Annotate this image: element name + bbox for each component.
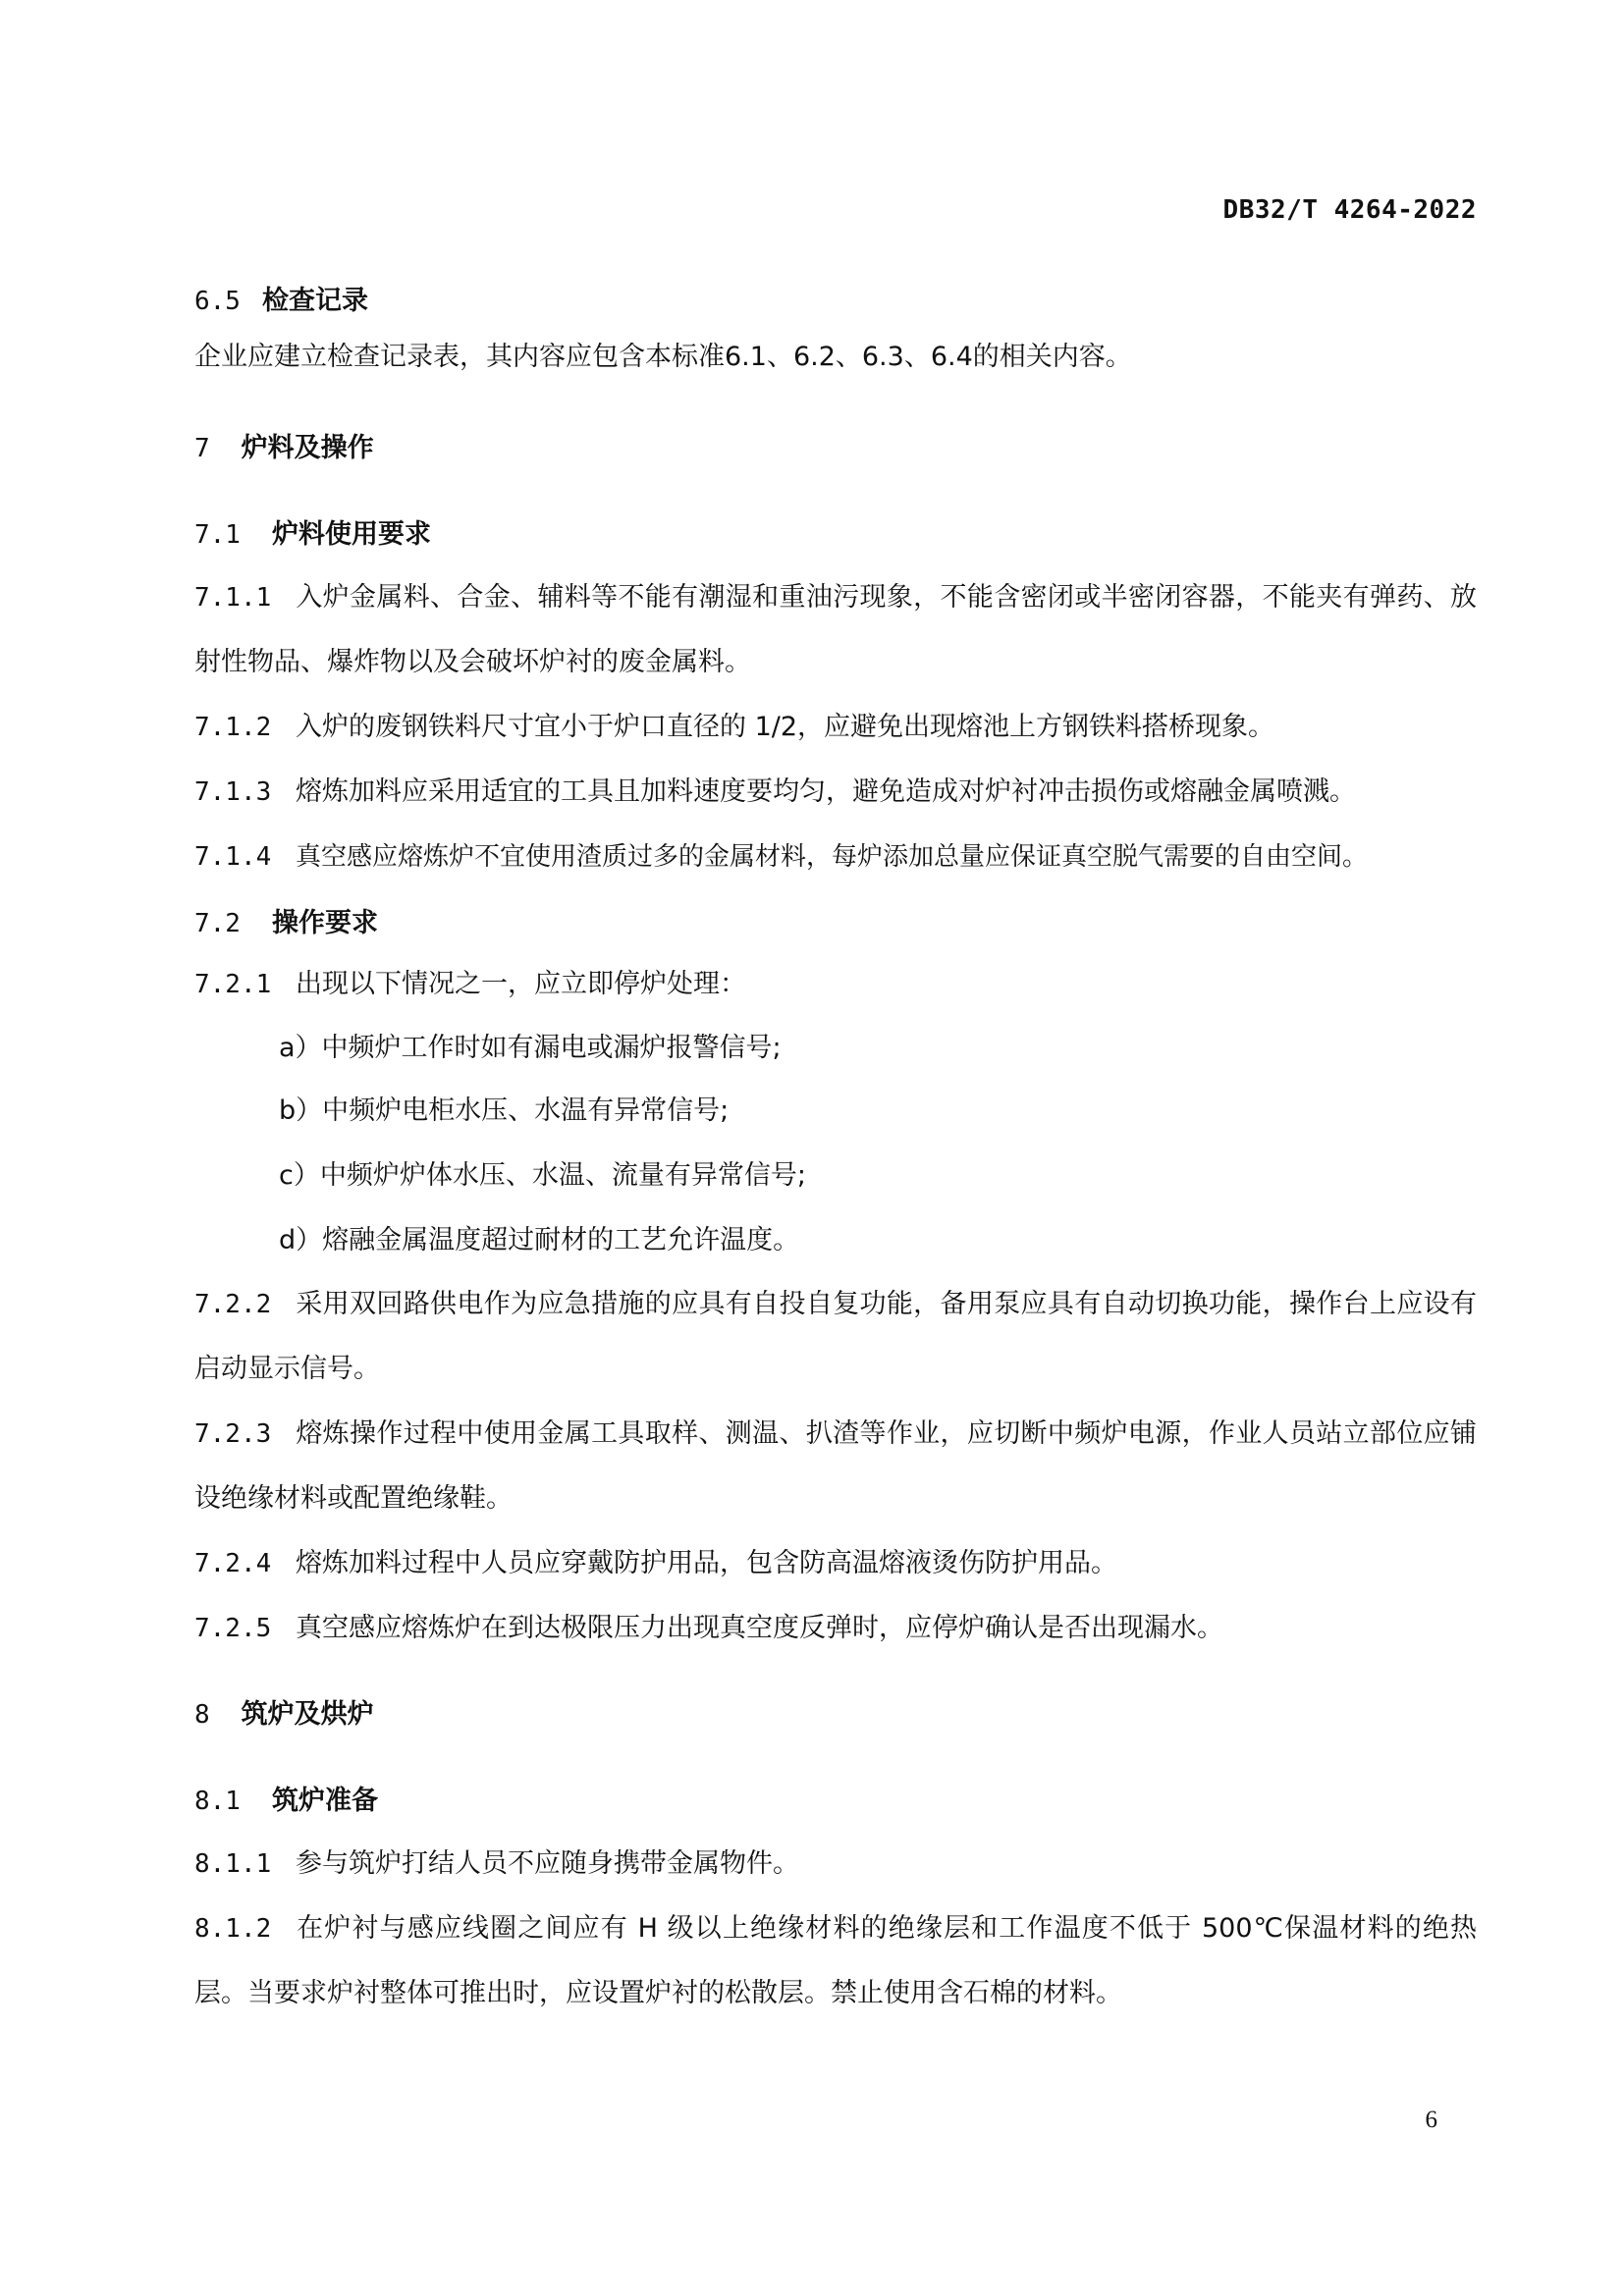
page-number: 6 [1425,2107,1437,2133]
clause-7-1-4 [194,825,1477,889]
list-item: b）中频炉电柜水压、水温有异常信号; [279,1095,730,1126]
clause-number: 7.2.3 [194,1419,272,1449]
clause-text: 真空感应熔炼炉不宜使用渣质过多的金属材料，每炉添加总量应保证真空脱气需要的自由空间。 [296,842,1369,872]
section-heading-8 [194,1692,374,1731]
clause-text: 真空感应熔炼炉在到达极限压力出现真空度反弹时，应停炉确认是否出现漏水。 [296,1613,1223,1643]
clause-7-1-1 [194,565,1477,695]
clause-7-2-4 [194,1531,1477,1596]
section-number: 7 [194,434,210,463]
clause-7-1-2 [194,695,1477,760]
section-heading-7-1 [194,512,431,551]
section-title: 炉料及操作 [241,433,374,463]
clause-text: 在炉衬与感应线圈之间应有 H 级以上绝缘材料的绝缘层和工作温度不低于 500℃保温材料的绝热层。当要求炉衬整体可推出时，应设置炉衬的松散层。禁止使用含石棉的材料。 [194,1913,1477,2008]
standard-code: DB32/T 4264-2022 [1222,195,1477,225]
section-title: 筑炉及烘炉 [241,1699,374,1730]
clause-text: 熔炼加料过程中人员应穿戴防护用品，包含防高温熔液烫伤防护用品。 [296,1548,1117,1578]
clause-text: 熔炼加料应采用适宜的工具且加料速度要均匀，避免造成对炉衬冲击损伤或熔融金属喷溅。 [296,776,1356,807]
clause-number: 7.1.4 [194,842,272,872]
section-heading-6-5 [194,279,368,317]
paragraph-6-5: 企业应建立检查记录表，其内容应包含本标准6.1、6.2、6.3、6.4的相关内容。 [194,342,1132,372]
clause-number: 8.1.2 [194,1914,272,1944]
clause-number: 7.1.1 [194,583,272,613]
section-number: 7.1 [194,520,241,550]
clause-text: 采用双回路供电作为应急措施的应具有自投自复功能，备用泵应具有自动切换功能，操作台上应设有启动显示信号。 [194,1289,1477,1384]
clause-number: 7.2.4 [194,1549,272,1578]
section-title: 筑炉准备 [271,1786,378,1816]
clause-text: 熔炼操作过程中使用金属工具取样、测温、扒渣等作业，应切断中频炉电源，作业人员站立部位应铺设绝缘材料或配置绝缘鞋。 [194,1418,1477,1514]
list-item: a）中频炉工作时如有漏电或漏炉报警信号; [279,1033,782,1063]
clause-text: 入炉的废钢铁料尺寸宜小于炉口直径的 1/2，应避免出现熔池上方钢铁料搭桥现象。 [296,712,1275,742]
clause-8-1-1 [194,1832,1477,1896]
clause-7-2-3 [194,1402,1477,1531]
clause-text: 参与筑炉打结人员不应随身携带金属物件。 [296,1848,799,1879]
clause-7-2-1 [194,952,1477,1017]
section-heading-7 [194,426,374,464]
section-heading-7-2 [194,901,378,939]
clause-number: 7.1.3 [194,777,272,807]
clause-8-1-2 [194,1896,1477,2026]
section-number: 8.1 [194,1787,241,1816]
section-number: 8 [194,1700,210,1730]
list-item: c）中频炉炉体水压、水温、流量有异常信号; [279,1160,806,1191]
clause-text: 入炉金属料、合金、辅料等不能有潮湿和重油污现象，不能含密闭或半密闭容器，不能夹有弹药、放射性物品、爆炸物以及会破坏炉衬的废金属料。 [194,582,1477,677]
clause-number: 7.2.2 [194,1290,272,1319]
section-title: 操作要求 [271,908,378,938]
section-heading-8-1 [194,1779,378,1817]
section-title: 炉料使用要求 [271,519,431,550]
clause-number: 7.1.2 [194,713,272,742]
clause-number: 8.1.1 [194,1849,272,1879]
clause-7-2-5 [194,1596,1477,1661]
clause-7-1-3 [194,760,1477,825]
clause-text: 出现以下情况之一，应立即停炉处理： [296,969,746,999]
clause-7-2-2 [194,1272,1477,1402]
clause-number: 7.2.5 [194,1614,272,1643]
list-item: d）熔融金属温度超过耐材的工艺允许温度。 [279,1225,800,1255]
section-title: 检查记录 [261,286,368,316]
section-number: 6.5 [194,287,241,316]
clause-number: 7.2.1 [194,970,272,999]
section-number: 7.2 [194,909,241,938]
